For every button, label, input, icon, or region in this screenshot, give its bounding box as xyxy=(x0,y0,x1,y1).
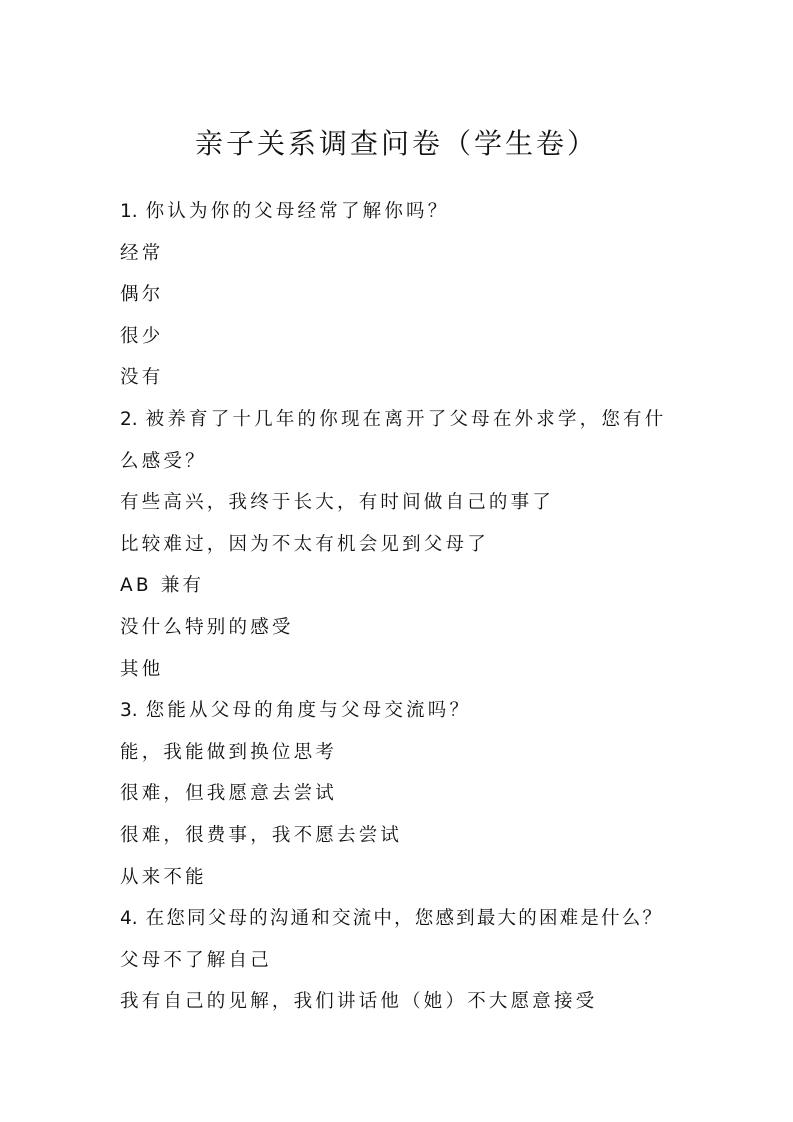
question-4 xyxy=(120,898,680,1023)
question-label: 被养育了十几年的你现在离开了父母在外求学，您有什么感受？ xyxy=(120,408,667,472)
option: 没有 xyxy=(120,367,164,389)
option: 从来不能 xyxy=(120,866,207,888)
option: AB 兼有 xyxy=(120,575,205,597)
option: 我有自己的见解，我们讲话他（她）不大愿意接受 xyxy=(120,991,598,1013)
document-title: 亲子关系调查问卷（学生卷） xyxy=(194,127,598,160)
option: 很难，但我愿意去尝试 xyxy=(120,783,338,805)
question-number: 4. xyxy=(120,908,138,930)
option: 其他 xyxy=(120,658,164,680)
option: 经常 xyxy=(120,242,164,264)
option: 偶尔 xyxy=(120,284,164,306)
question-text xyxy=(120,898,680,940)
question-2 xyxy=(120,399,680,690)
question-number: 2. xyxy=(120,408,138,430)
question-number: 1. xyxy=(120,201,138,222)
question-text xyxy=(120,690,680,732)
question-text xyxy=(120,399,680,482)
option: 能，我能做到换位思考 xyxy=(120,741,338,763)
question-1 xyxy=(120,191,680,399)
option: 很少 xyxy=(120,325,164,347)
option: 父母不了解自己 xyxy=(120,949,272,971)
option: 有些高兴，我终于长大，有时间做自己的事了 xyxy=(120,492,555,514)
option: 比较难过，因为不太有机会见到父母了 xyxy=(120,533,489,555)
question-number: 3. xyxy=(120,700,138,722)
option: 没什么特别的感受 xyxy=(120,616,294,638)
questionnaire-body xyxy=(120,191,680,1023)
question-3 xyxy=(120,690,680,898)
question-text xyxy=(120,191,680,233)
question-label: 你认为你的父母经常了解你吗？ xyxy=(145,201,450,222)
question-label: 在您同父母的沟通和交流中，您感到最大的困难是什么？ xyxy=(145,908,664,930)
question-label: 您能从父母的角度与父母交流吗？ xyxy=(145,700,472,722)
option: 很难，很费事，我不愿去尝试 xyxy=(120,824,403,846)
